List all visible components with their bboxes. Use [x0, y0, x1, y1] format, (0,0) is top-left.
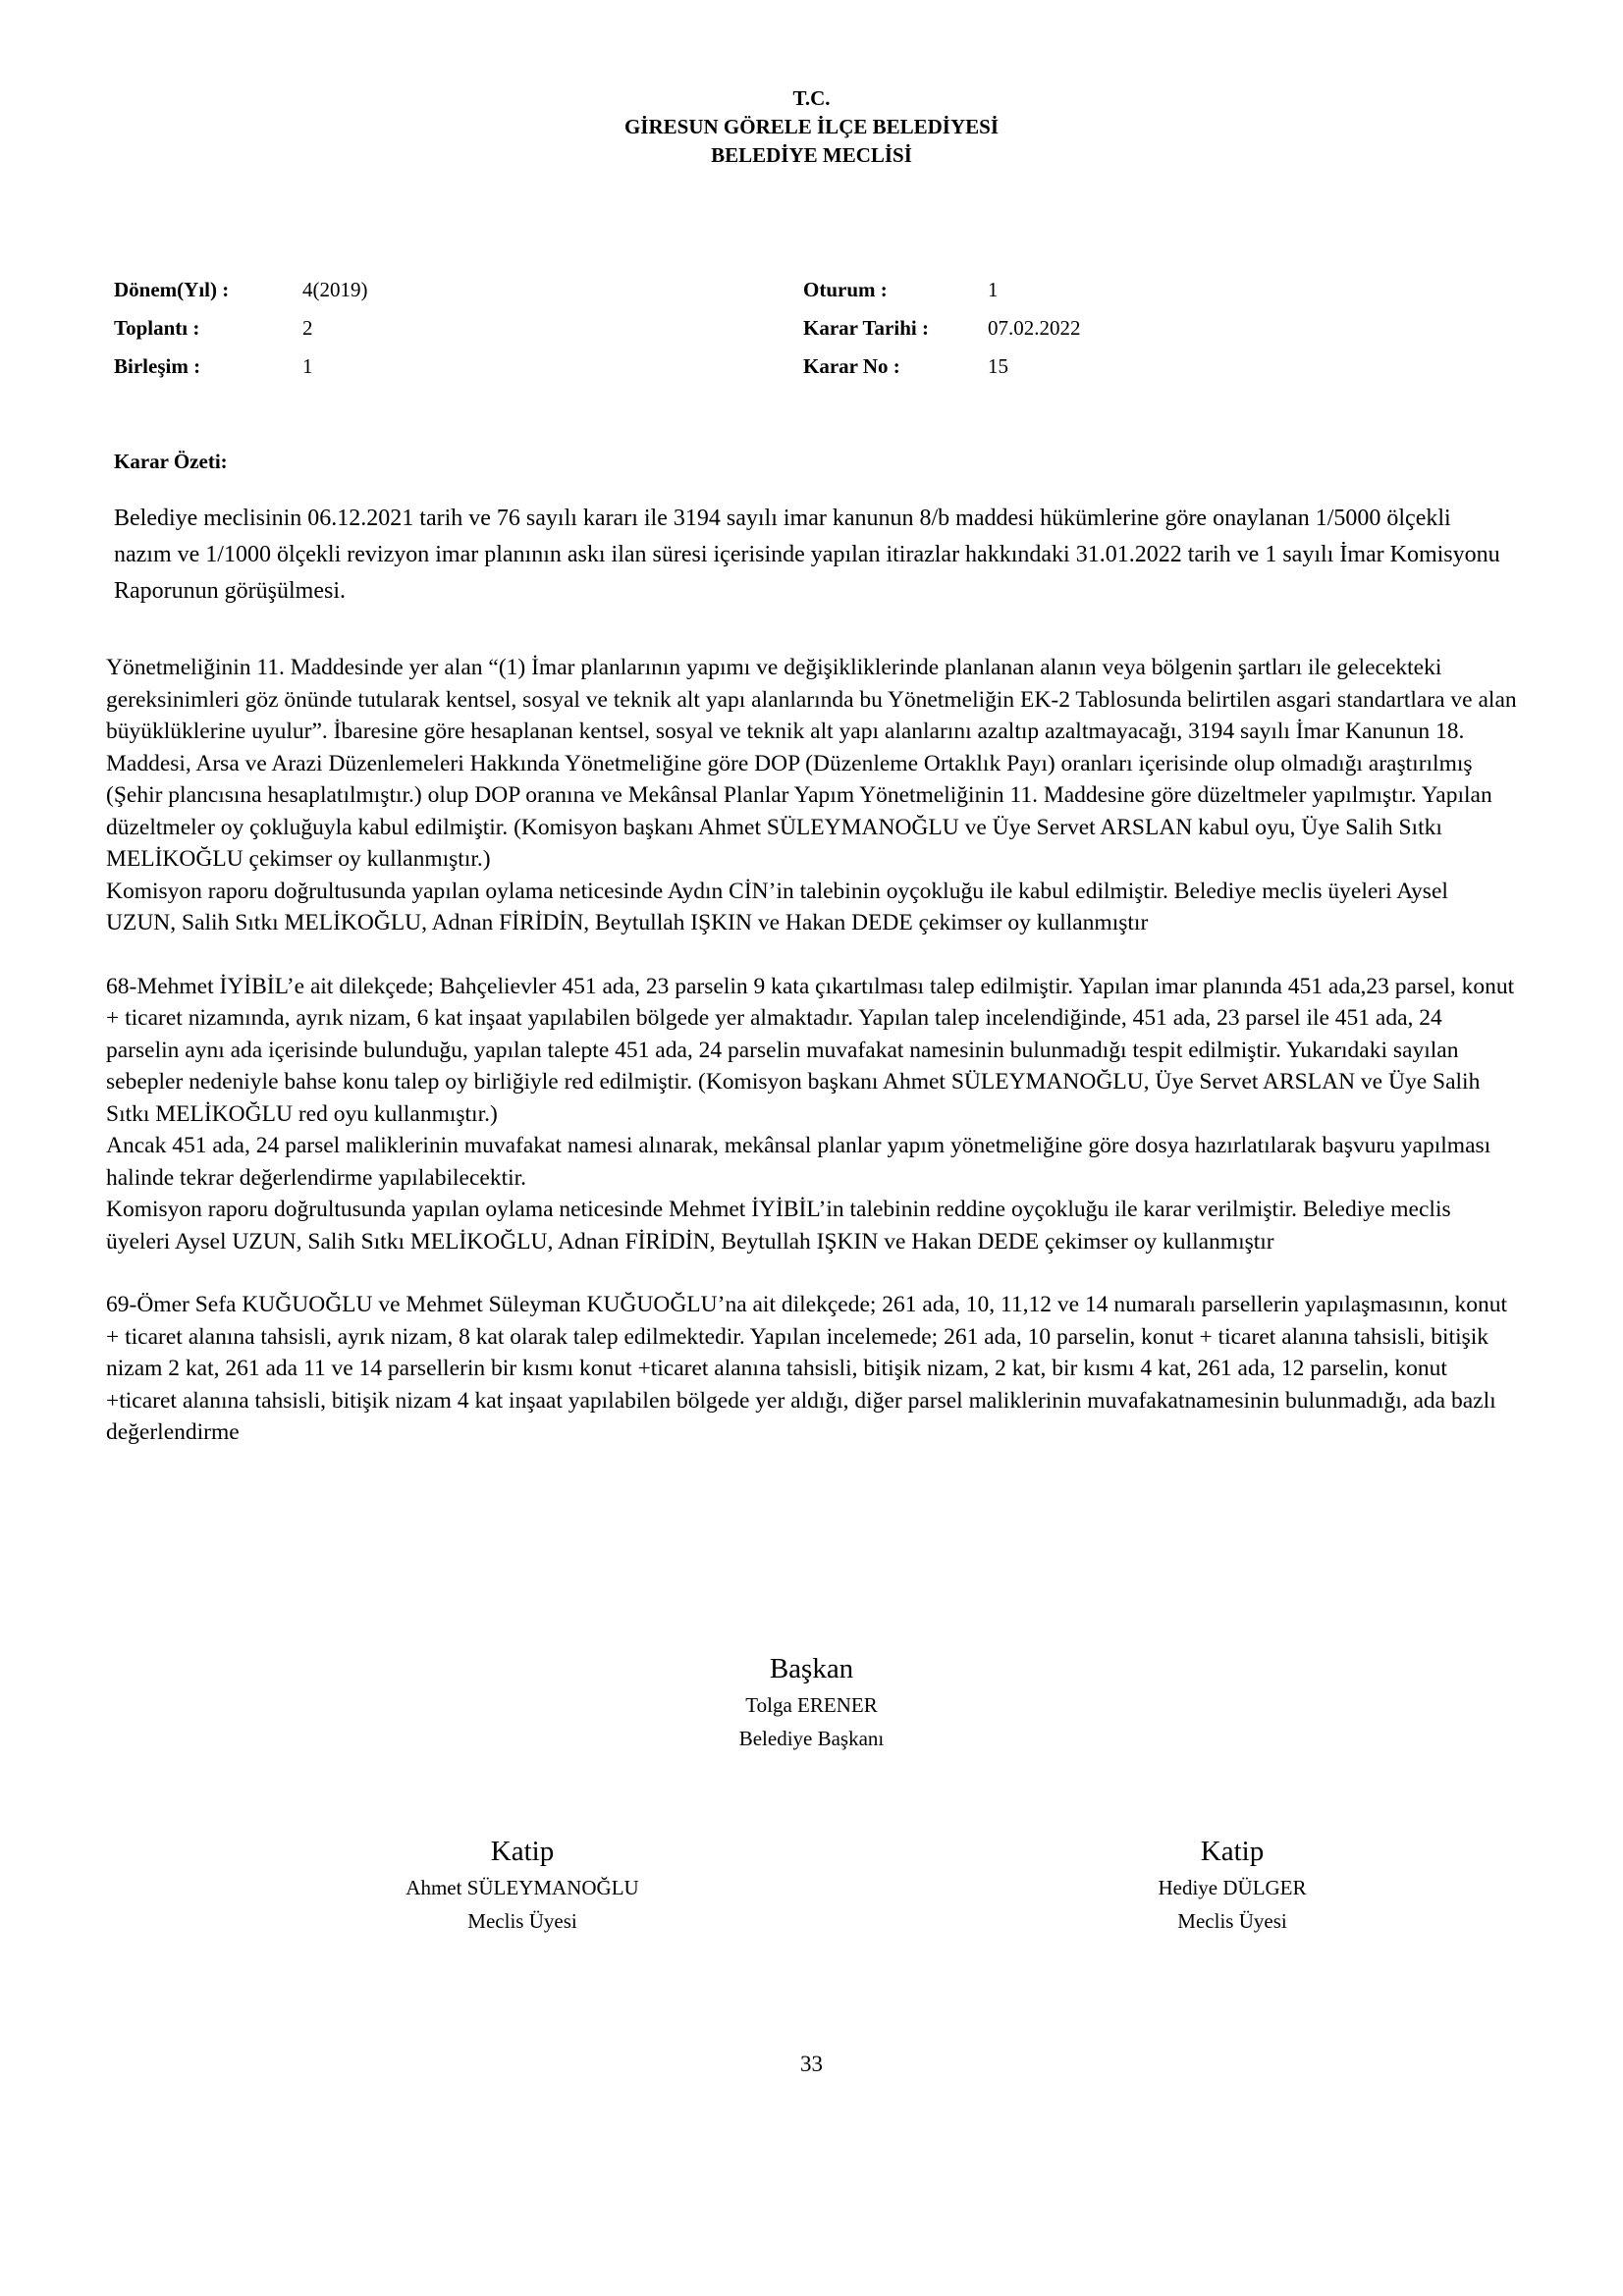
clerk-left-name: Ahmet SÜLEYMANOĞLU — [406, 1876, 639, 1899]
decision-meta-table — [114, 275, 1194, 390]
clerk-right-name: Hediye DÜLGER — [1158, 1876, 1307, 1899]
clerk-left-role: Meclis Üyesi — [467, 1909, 577, 1933]
clerk-right-role: Meclis Üyesi — [1177, 1909, 1287, 1933]
summary-text: Belediye meclisinin 06.12.2021 tarih ve 76 sayılı kararı ile 3194 sayılı imar kanunun 8/b maddesi hükümlerine göre onaylanan 1/5000 ölçekli nazım ve 1/1000 ölçekli revizyon imar planının askı ilan süresi içerisinde yapılan itirazlar hakkındaki 31.01.2022 tarih ve 1 sayılı İmar Komisyonu Raporunun görüşülmesi. — [114, 506, 1500, 604]
birlesim-value: 1 — [302, 354, 313, 378]
donem-label: Dönem(Yıl) : — [114, 278, 230, 301]
mayor-role: Belediye Başkanı — [738, 1727, 885, 1750]
meta-row-2 — [114, 313, 1194, 351]
paragraph-gap — [106, 939, 1520, 971]
meta-row-1 — [114, 275, 1194, 313]
meta-row-3 — [114, 351, 1194, 390]
karar-tarihi-label: Karar Tarihi : — [803, 316, 929, 340]
document-header — [0, 84, 1623, 170]
donem-value: 4(2019) — [302, 278, 368, 301]
body-paragraph-4: Ancak 451 ada, 24 parsel maliklerinin muvafakat namesi alınarak, mekânsal planlar yapım yönetmeliğine göre dosya hazırlatılarak başvuru yapılması halinde tekrar değerlendirme yapılabilecektir. — [106, 1133, 1491, 1191]
toplanti-value: 2 — [302, 316, 313, 340]
karar-no-label: Karar No : — [803, 354, 900, 378]
summary-title: Karar Özeti: — [114, 450, 228, 473]
signature-mayor — [0, 1649, 1623, 1755]
birlesim-label: Birleşim : — [114, 354, 201, 378]
karar-no-value: 15 — [988, 354, 1008, 378]
oturum-value: 1 — [988, 278, 999, 301]
header-council: BELEDİYE MECLİSİ — [711, 143, 912, 167]
body-paragraph-5: Komisyon raporu doğrultusunda yapılan oylama neticesinde Mehmet İYİBİL’in talebinin reddine oyçokluğu ile karar verilmiştir. Belediye meclis üyeleri Aysel UZUN, Salih Sıtkı MELİKOĞLU, Adnan FİRİDİN, Beytullah IŞKIN ve Hakan DEDE çekimser oy kullanmıştır — [106, 1197, 1451, 1255]
body-paragraph-3: 68-Mehmet İYİBİL’e ait dilekçede; Bahçelievler 451 ada, 23 parselin 9 kata çıkartılması talep edilmiştir. Yapılan imar planında 451 ada,23 parsel, konut + ticaret nizamında, ayrık nizam, 6 kat inşaat yapılabilen bölgede yer almaktadır. Yapılan talep incelendiğinde, 451 ada, 23 parsel ile 451 ada, 24 parselin aynı ada içerisinde bulunduğu, yapılan talepte 451 ada, 24 parselin muvafakat namesinin bulunmadığı tespit edilmiştir. Yukarıdaki sayılan sebepler nedeniyle bahse konu talep oy birliğiyle red edilmiştir. (Komisyon başkanı Ahmet SÜLEYMANOĞLU, Üye Servet ARSLAN ve Üye Salih Sıtkı MELİKOĞLU red oyu kullanmıştır.) — [106, 973, 1515, 1127]
paragraph-gap — [106, 1257, 1520, 1289]
body-paragraph-2: Komisyon raporu doğrultusunda yapılan oylama neticesinde Aydın CİN’in talebinin oyçokluğu ile kabul edilmiştir. Belediye meclis üyeleri Aysel UZUN, Salih Sıtkı MELİKOĞLU, Adnan FİRİDİN, Beytullah IŞKIN ve Hakan DEDE çekimser oy kullanmıştır — [106, 878, 1448, 935]
decision-body — [106, 652, 1520, 1449]
signature-clerk-right — [1095, 1832, 1370, 1938]
header-tc: T.C. — [792, 86, 831, 110]
signature-clerk-left — [385, 1832, 660, 1938]
body-paragraph-6: 69-Ömer Sefa KUĞUOĞLU ve Mehmet Süleyman KUĞUOĞLU’na ait dilekçede; 261 ada, 10, 11,12 ve 14 numaralı parsellerin yapılaşmasının, konut + ticaret alanına tahsisli, ayrık nizam, 8 kat olarak talep edilmektedir. Yapılan incelemede; 261 ada, 10 parselin, konut + ticaret alanına tahsisli, bitişik nizam 2 kat, 261 ada 11 ve 14 parsellerin bir kısmı konut +ticaret alanına tahsisli, bitişik nizam, 2 kat, bir kısmı 4 kat, 261 ada, 12 parselin, konut +ticaret alanına tahsisli, bitişik nizam 4 kat inşaat yapılabilen bölgede yer aldığı, diğer parsel maliklerinin muvafakatnamesinin bulunmadığı, ada bazlı değerlendirme — [106, 1292, 1508, 1445]
karar-tarihi-value: 07.02.2022 — [988, 316, 1081, 340]
toplanti-label: Toplantı : — [114, 316, 200, 340]
clerk-left-title: Katip — [490, 1836, 555, 1867]
page-number: 33 — [800, 2052, 823, 2076]
clerk-right-title: Katip — [1200, 1836, 1265, 1867]
oturum-label: Oturum : — [803, 278, 888, 301]
body-paragraph-1: Yönetmeliğinin 11. Maddesinde yer alan “(1) İmar planlarının yapımı ve değişikliklerinde planlanan alanın veya bölgenin şartları ile gelecekteki gereksinimleri göz önünde tutularak kentsel, sosyal ve teknik alt yapı alanlarında bu Yönetmeliğin EK-2 Tablosunda belirtilen asgari standartlara ve alan büyüklüklerine uyulur”. İbaresine göre hesaplanan kentsel, sosyal ve teknik alt yapı alanlarını azaltıp azaltmayacağı, 3194 sayılı İmar Kanunun 18. Maddesi, Arsa ve Arazi Düzenlemeleri Hakkında Yönetmeliğine göre DOP (Düzenleme Ortaklık Payı) oranları içerisinde olup olmadığı araştırılmış (Şehir plancısına hesaplatılmıştır.) olup DOP oranına ve Mekânsal Planlar Yapım Yönetmeliğinin 11. Maddesine göre düzeltmeler yapılmıştır. Yapılan düzeltmeler oy çokluğuyla kabul edilmiştir. (Komisyon başkanı Ahmet SÜLEYMANOĞLU ve Üye Servet ARSLAN kabul oyu, Üye Salih Sıtkı MELİKOĞLU çekimser oy kullanmıştır.) — [106, 655, 1517, 872]
mayor-title: Başkan — [769, 1653, 854, 1684]
header-municipality: GİRESUN GÖRELE İLÇE BELEDİYESİ — [623, 115, 1000, 138]
mayor-name: Tolga ERENER — [745, 1693, 878, 1717]
